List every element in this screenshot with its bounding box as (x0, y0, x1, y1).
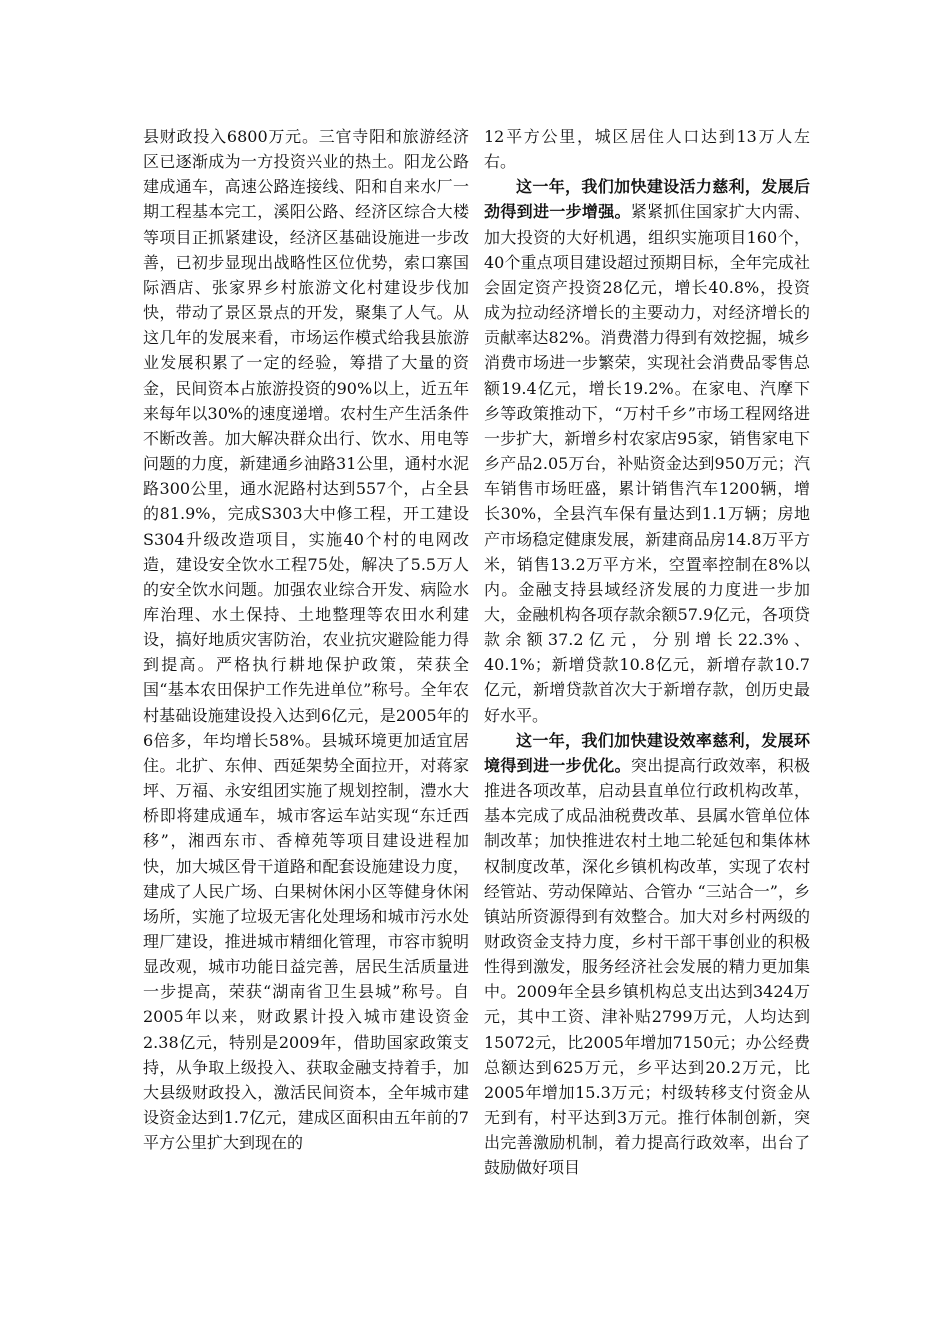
right-paragraph-2-body: 紧紧抓住国家扩大内需、加大投资的大好机遇，组织实施项目160个，40个重点项目建设超过预期目标，全年完成社会固定资产投资28亿元，增长40.8%，投资成为拉动经济增长的主要动力，对经济增长的贡献率达82%。消费潜力得到有效挖掘，城乡消费市场进一步繁荣，实现社会消费品零售总额19.4亿元，增长19.2%。在家电、汽摩下乡等政策推动下，“万村千乡”市场工程网络进一步扩大，新增乡村农家店95家，销售家电下乡产品2.05万台，补贴资金达到950万元；汽车销售市场旺盛，累计销售汽车1200辆，增长30%，全县汽车保有量达到1.1万辆；房地产市场稳定健康发展，新建商品房14.8万平方米，销售13.2万平方米，空置率控制在8%以内。金融支持县域经济发展的力度进一步加大，金融机构各项存款余额57.9亿元，各项贷款余额37.2亿元，分别增长22.3%、40.1%；新增贷款10.8亿元，新增存款10.7亿元，新增贷款首次大于新增存款，创历史最好水平。 (484, 202, 810, 725)
right-text-column (484, 124, 810, 1181)
right-paragraph-3-heading: 这一年，我们加快建设效率慈利，发展环境得到进一步优化。 (484, 730, 810, 775)
right-paragraph-1: 12平方公里，城区居住人口达到13万人左右。 (484, 127, 810, 172)
left-text-column (143, 124, 469, 1155)
right-paragraph-2 (484, 174, 810, 727)
right-paragraph-3-body: 突出提高行政效率，积极推进各项改革，启动县直单位行政机构改革，基本完成了成品油税费改革、县属水管单位体制改革；加快推进农村土地二轮延包和集体林权制度改革，深化乡镇机构改革，实现了农村经管站、劳动保障站、合管办 “三站合一”，乡镇站所资源得到有效整合。加大对乡村两级的财政资金支持力度，乡村干部干事创业的积极性得到激发，服务经济社会发展的精力更加集中。2009年全县乡镇机构总支出达到3424万元，其中工资、津补贴2799万元，人均达到15072元，比2005年增加7150元；办公经费总额达到625万元，乡平达到20.2万元，比2005年增加15.3万元；村级转移支付资金从无到有，村平达到3万元。推行体制创新，突出完善激励机制，着力提高行政效率，出台了鼓励做好项目 (484, 755, 810, 1178)
left-paragraph-1: 县财政投入6800万元。三官寺阳和旅游经济区已逐渐成为一方投资兴业的热土。阳龙公路建成通车，高速公路连接线、阳和自来水厂一期工程基本完工，溪阳公路、经济区综合大楼等项目正抓紧建设，经济区基础设施进一步改善，已初步显现出战略性区位优势，索口寨国际酒店、张家界乡村旅游文化村建设步伐加快，带动了景区景点的开发，聚集了人气。从这几年的发展来看，市场运作模式给我县旅游业发展积累了一定的经验，筹措了大量的资金，民间资本占旅游投资的90%以上，近五年来每年以30%的速度递增。农村生产生活条件不断改善。加大解决群众出行、饮水、用电等问题的力度，新建通乡油路31公里，通村水泥路300公里，通水泥路村达到557个，占全县的81.9%，完成S303大中修工程，开工建设S304升级改造项目，实施40个村的电网改造，建设安全饮水工程75处，解决了5.5万人的安全饮水问题。加强农业综合开发、病险水库治理、水土保持、土地整理等农田水利建设，搞好地质灾害防治，农业抗灾避险能力得到提高。严格执行耕地保护政策，荣获全国“基本农田保护工作先进单位”称号。全年农村基础设施建设投入达到6亿元，是2005年的6倍多，年均增长58%。县城环境更加适宜居住。北扩、东伸、西延架势全面拉开，对蒋家坪、万福、永安组团实施了规划控制，澧水大桥即将建成通车，城市客运车站实现“东迁西移”，湘西东市、香樟苑等项目建设进程加快，加大城区骨干道路和配套设施建设力度，建成了人民广场、白果树休闲小区等健身休闲场所，实施了垃圾无害化处理场和城市污水处理厂建设，推进城市精细化管理，市容市貌明显改观，城市功能日益完善，居民生活质量进一步提高，荣获“湖南省卫生县城”称号。自2005年以来，财政累计投入城市建设资金2.38亿元，特别是2009年，借助国家政策支持，从争取上级投入、获取金融支持着手，加大县级财政投入，激活民间资本，全年城市建设资金达到1.7亿元，建成区面积由五年前的7平方公里扩大到现在的 (143, 127, 469, 1153)
right-paragraph-2-heading: 这一年，我们加快建设活力慈利，发展后劲得到进一步增强。 (484, 177, 810, 222)
right-paragraph-3 (484, 728, 810, 1181)
